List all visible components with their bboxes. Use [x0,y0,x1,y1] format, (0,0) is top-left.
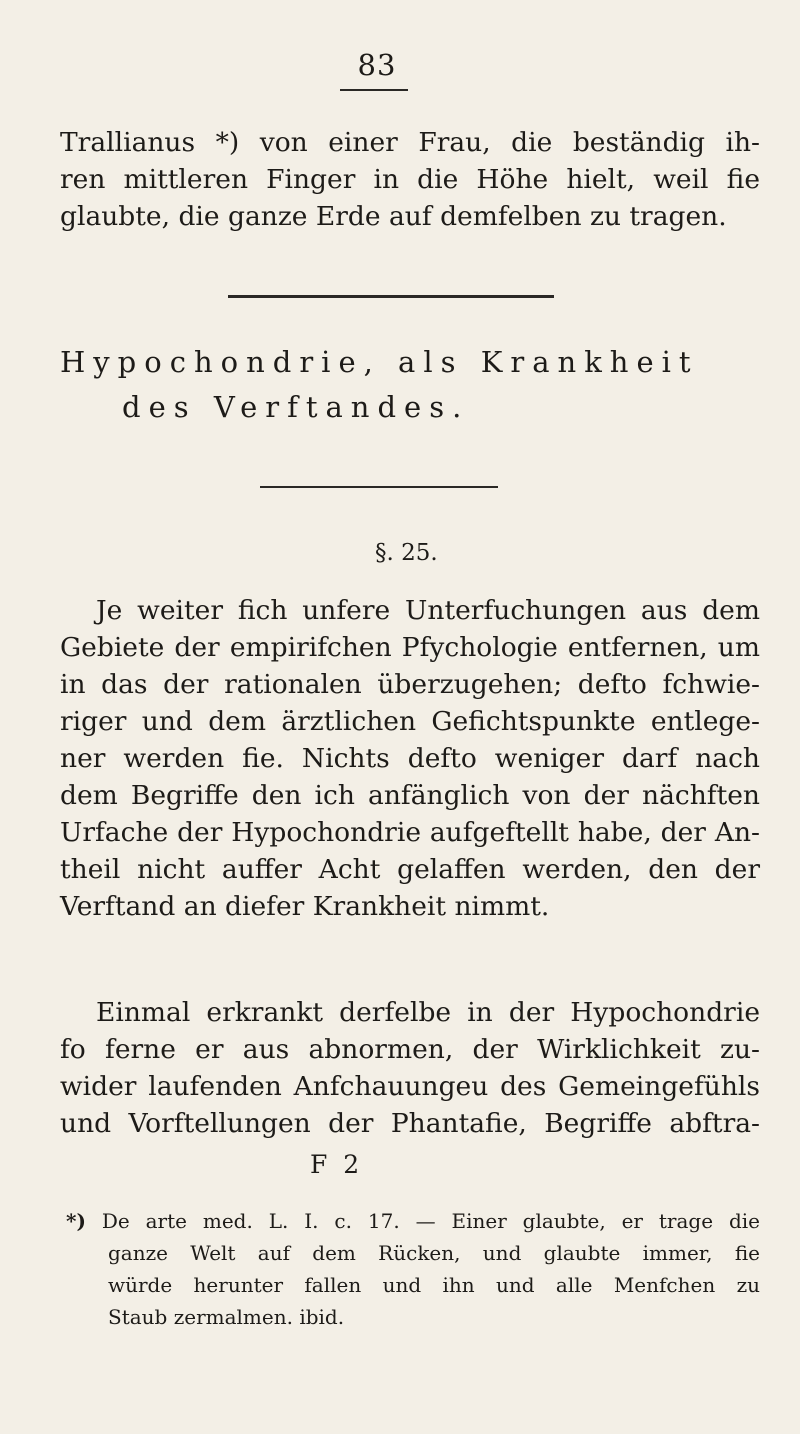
footnote [60,1205,760,1333]
footnote-line: würde herunter fallen und ihn und alle Menfchen zu [108,1273,760,1297]
text-line: fo ferne er aus abnormen, der Wirklichkeit zu- [60,1034,760,1065]
text-line: wider laufenden Anfchauungeu des Gemeingefühls [60,1071,760,1102]
text-line: und Vorftellungen der Phantafie, Begriffe abftra- [60,1108,760,1139]
section-divider-bottom [260,486,498,488]
opening-paragraph [60,124,760,235]
text-line: Verftand an diefer Krankheit nimmt. [60,891,550,922]
section-divider-top [228,295,554,298]
text-line: dem Begriffe den ich anfänglich von der nächften [60,780,760,811]
text-line: in das der rationalen überzugehen; defto fchwie- [60,669,760,700]
footnote-line [60,1205,760,1237]
text-line: riger und dem ärztlichen Gefichtspunkte entlege- [60,706,760,737]
footnote-line: ganze Welt auf dem Rücken, und glaubte immer, fie [108,1241,760,1265]
text-line: glaubte, die ganze Erde auf demfelben zu tragen. [60,201,727,232]
text-line: Trallianus *) von einer Frau, die beständig ih- [60,127,760,158]
text-line: Gebiete der empirifchen Pfychologie entfernen, um [60,632,760,663]
text-line: ner werden fie. Nichts defto weniger darf nach [60,743,760,774]
text-line: theil nicht auffer Acht gelaffen werden, den der [60,854,760,885]
signature-mark: F 2 [310,1150,364,1179]
text-line: Urfache der Hypochondrie aufgeftellt habe, der An- [60,817,760,848]
chapter-heading-line-2: des Verftandes. [122,390,470,424]
footnote-marker: *) [66,1209,86,1233]
footnote-text: De arte med. L. I. c. 17. — Einer glaubte, er trage die [101,1209,760,1233]
paragraph-2 [60,994,760,1142]
text-line: Einmal erkrankt derfelbe in der Hypochondrie [96,997,760,1028]
section-number: §. 25. [375,540,438,566]
page-number: 83 [357,48,397,82]
footnote-line: Staub zermalmen. ibid. [108,1305,345,1329]
text-line: ren mittleren Finger in die Höhe hielt, weil fie [60,164,760,195]
text-line: Je weiter fich unfere Unterfuchungen aus dem [96,595,760,626]
page-number-underline [340,89,408,91]
chapter-heading-line-1: Hypochondrie, als Krankheit [60,345,699,379]
paragraph-1 [60,592,760,925]
